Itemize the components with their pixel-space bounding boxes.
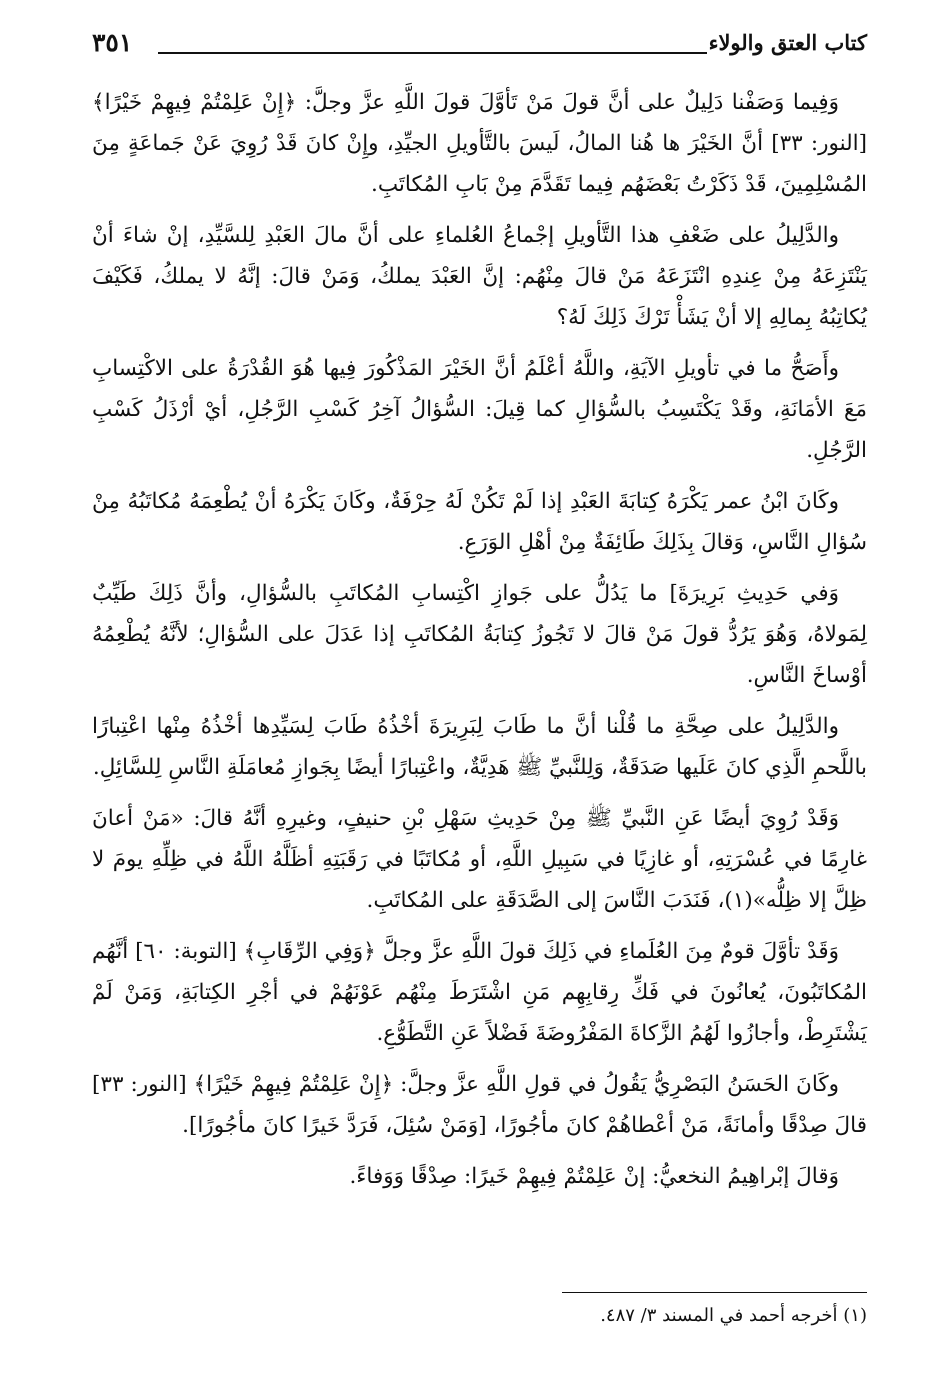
footnote-rule: [562, 1292, 867, 1293]
footnote: (١) أخرجه أحمد في المسند ٣/ ٤٨٧.: [600, 1305, 867, 1326]
running-header: [92, 28, 867, 68]
paragraph: وَفِيما وَصَفْنا دَلِيلٌ على أنَّ قولَ مَنْ تَأوَّلَ قولَ اللَّهِ عزَّ وجلَّ: ﴿إِنْ عَلِمْتُمْ فِيهِمْ خَيْرًا﴾ [النور: ٣٣] أنَّ الخَيْرَ ها هُنا المالُ، لَيسَ بالتَّأويلِ الجيِّدِ، وإِنْ كانَ قَدْ رُوِيَ عَنْ جَماعَةٍ مِنَ المُسْلِمِينَ، قَدْ ذَكَرْتُ بَعْضَهُم فِيما تَقَدَّمَ مِنْ بَابِ المُكاتَبِ.: [92, 90, 867, 197]
book-title: كتاب العتق والولاء: [708, 30, 867, 55]
paragraph: وَقَدْ تأوَّلَ قومٌ مِنَ العُلَماءِ في ذَلِكَ قولَ اللَّهِ عزَّ وجلَّ ﴿وَفِي الرِّقَابِ﴾ [التوبة: ٦٠] أنَّهُم المُكاتَبُونَ، يُعانُونَ في فَكِّ رِقابِهِم مَنِ اشْتَرَطَ مِنْهُم عَوْنَهُمْ في أجْرِ الكِتابَةِ، وَمَنْ لَمْ يَشْتَرِطْ، وأجازُوا لَهُمُ الزَّكاةَ المَفْرُوضَةَ فَضْلاً عَنِ التَّطَوُّعِ.: [92, 939, 867, 1046]
paragraph: وكَانَ ابْنُ عمر يَكْرَهُ كِتابَةَ العَبْدِ إذا لَمْ تَكُنْ لَهُ حِرْفَةٌ، وكَانَ يَكْرَهُ أنْ يُطْعِمَهُ مُكاتَبُهُ مِنْ سُؤالِ النَّاسِ، وَقالَ بِذَلِكَ طَائِفَةٌ مِنْ أهْلِ الوَرَعِ.: [92, 489, 867, 555]
header-rule: [158, 52, 707, 54]
paragraph: وكَانَ الحَسَنُ البَصْرِيُّ يَقُولُ في قولِ اللَّهِ عزَّ وجلَّ: ﴿إِنْ عَلِمْتُمْ فِيهِمْ خَيْرًا﴾ [النور: ٣٣] قالَ صِدْقًا وأمانَةً، مَنْ أعْطاهُمْ كانَ مأجُورًا، [وَمَنْ سُئِلَ، فَرَدَّ خَيرًا كانَ مأجُورًا].: [92, 1072, 867, 1138]
paragraph: والدَّلِيلُ على صِحَّةِ ما قُلْنا أنَّ ما طَابَ لِبَرِيرَةَ أخْذُهُ طَابَ لِسَيِّدِها أخْذُهُ مِنْها اعْتِبارًا باللَّحمِ الَّذِي كانَ عَلَيها صَدَقَةٌ، وَلِلنَّبيِّ ﷺ هَدِيَّةٌ، واعْتِبارًا أيضًا بِجَوازِ مُعامَلَةِ النَّاسِ لِلسَّائِلِ.: [92, 714, 867, 780]
page-number: ٣٥١: [92, 28, 133, 57]
body-text: [92, 82, 867, 1207]
paragraph: والدَّلِيلُ على ضَعْفِ هذا التَّأويلِ إجْماعُ العُلماءِ على أنَّ مالَ العَبْدِ لِلسَّيِّدِ، إنْ شاءَ أنْ يَنْتَزِعَهُ مِنْ عِندِهِ انْتَزَعَهُ مَنْ قالَ مِنْهُم: إنَّ العَبْدَ يملكُ، وَمَنْ قالَ: إنَّهُ لا يملكُ، فَكَيْفَ يُكاتِبُهُ بِمالِهِ إلا أنْ يَشَأْ تَرْكَ ذَلِكَ لَهُ؟: [92, 223, 867, 330]
paragraph: وَفي حَدِيثِ بَرِيرَةَ] ما يَدُلُّ على جَوازِ اكْتِسابِ المُكاتَبِ بالسُّؤالِ، وأنَّ ذَلِكَ طَيِّبٌ لِمَولاهُ، وَهُوَ يَرُدُّ قولَ مَنْ قالَ لا تَجُوزُ كِتابَةُ المُكاتَبِ إذا عَدَلَ على السُّؤالِ؛ لأنَّهُ يُطْعِمُهُ أوْساخَ النَّاسِ.: [92, 581, 867, 688]
paragraph: وَقَدْ رُوِيَ أيضًا عَنِ النَّبيِّ ﷺ مِنْ حَدِيثِ سَهْلِ بْنِ حنيفٍ، وغيرِهِ أنَّهُ قالَ: «مَنْ أعانَ غارِمًا في عُسْرَتِهِ، أو غازِيًا في سَبِيلِ اللَّهِ، أو مُكاتَبًا في رَقَبَتِهِ أظَلَّهُ اللَّهُ في ظِلِّهِ يومَ لا ظِلَّ إلا ظِلُّه»(١)، فَنَدَبَ النَّاسَ إلى الصَّدَقَةِ على المُكاتَبِ.: [92, 806, 867, 913]
paragraph: وأَصَحُّ ما في تأويلِ الآيَةِ، واللَّهُ أعْلَمُ أنَّ الخَيْرَ المَذْكُورَ فِيها هُوَ القُدْرَةُ على الاكْتِسابِ مَعَ الأمَانَةِ، وقَدْ يَكْتَسِبُ بالسُّؤالِ كما قِيلَ: السُّؤالُ آخِرُ كَسْبِ الرَّجُلِ، أيْ أرْذَلُ كَسْبِ الرَّجُلِ.: [92, 356, 867, 463]
paragraph: وَقالَ إبْراهِيمُ النخعيُّ: إنْ عَلِمْتُمْ فِيهِمْ خَيرًا: صِدْقًا وَوَفاءً.: [349, 1164, 839, 1189]
